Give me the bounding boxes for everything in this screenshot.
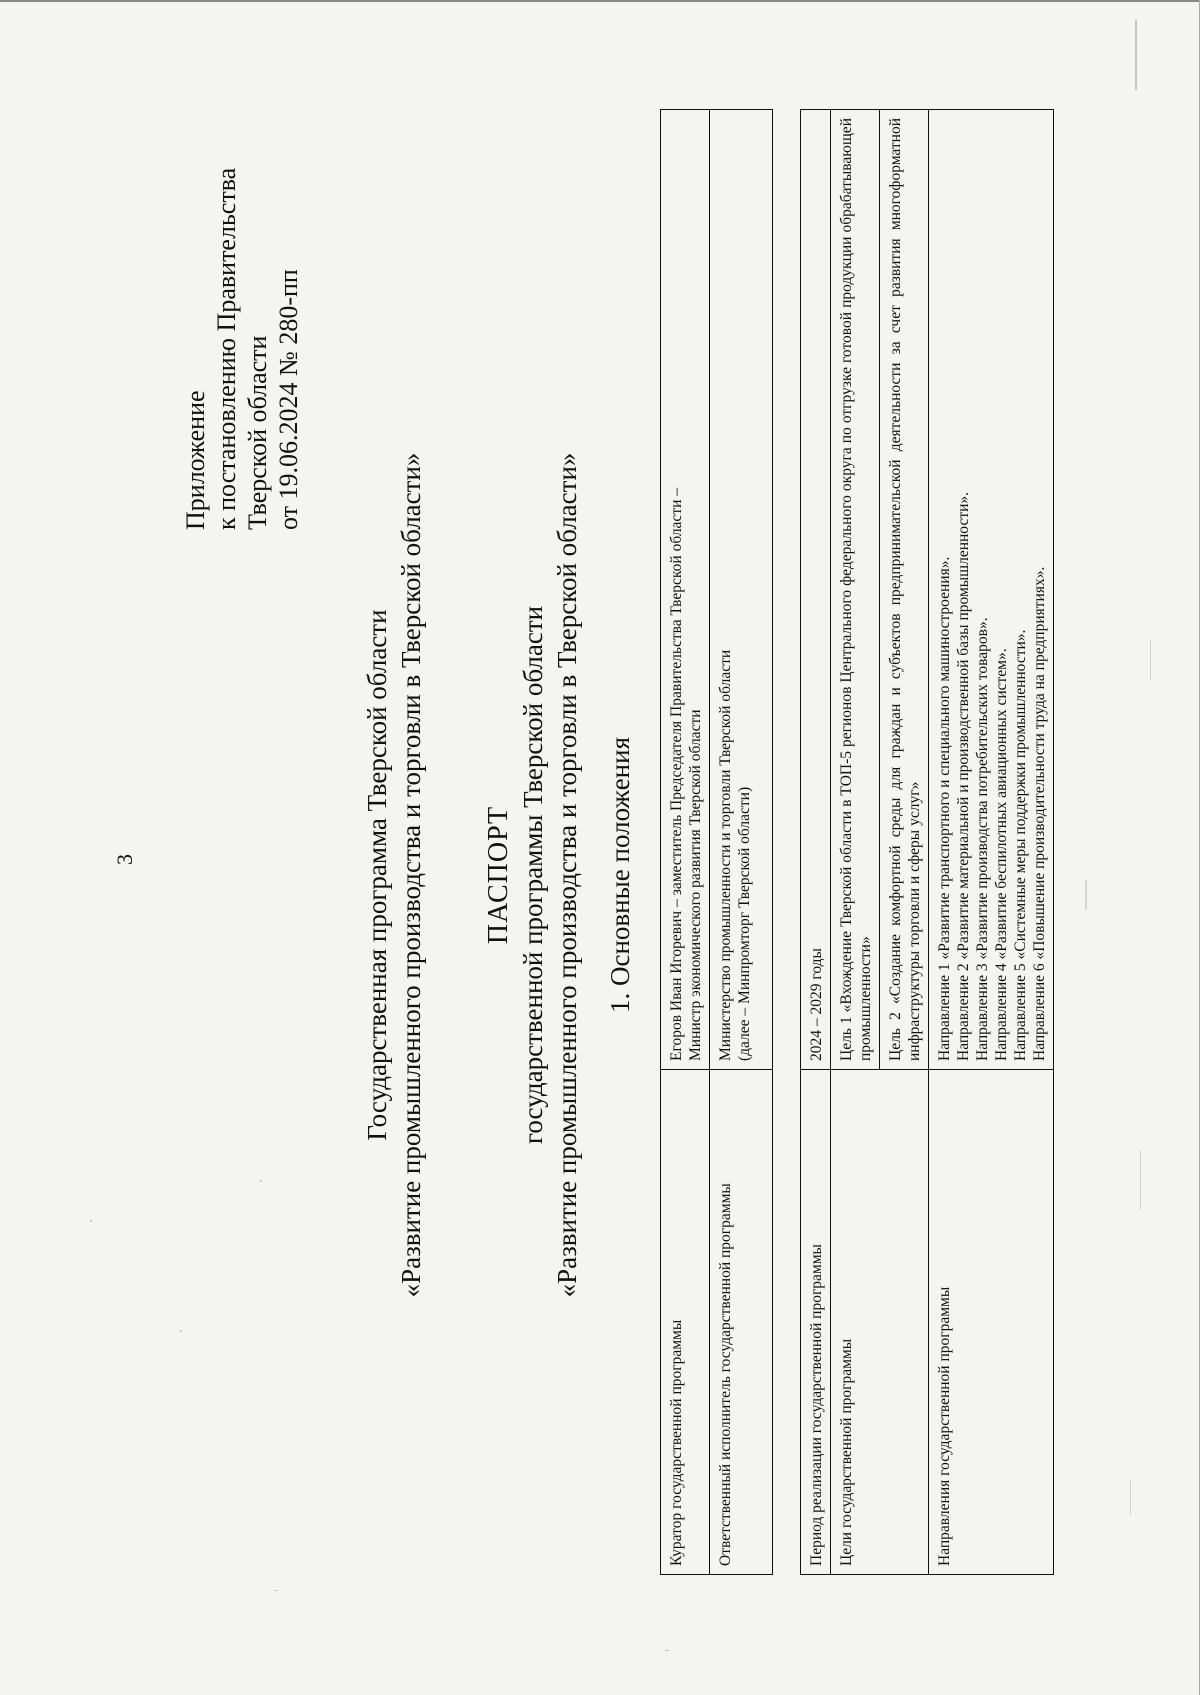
curator-value xyxy=(661,110,710,1070)
curator-label: Куратор государственной программы xyxy=(661,1070,710,1575)
passport-program-name: «Развитие промышленного производства и торговли в Тверской области» xyxy=(552,452,582,1298)
executor-value-line1: Министерство промышленности и торговли Тверской области xyxy=(717,649,734,1061)
executor-value-line2: (далее – Минпромторг Тверской области) xyxy=(736,786,753,1061)
passport-table-part2 xyxy=(800,109,1054,1575)
direction-item: Направление 6 «Повышение производительности труда на предприятиях». xyxy=(1031,566,1048,1061)
directions-list xyxy=(929,110,1054,1070)
program-title xyxy=(360,115,428,1635)
direction-item: Направление 1 «Развитие транспортного и специального машиностроения». xyxy=(936,556,953,1061)
passport-title xyxy=(482,115,584,1635)
goal-1: Цель 1 «Вхождение Тверской области в ТОП-5 регионов Центрального федерального округа по отгрузке готовой продукции обрабатывающей промышленности» xyxy=(831,110,880,1070)
direction-item: Направление 4 «Развитие беспилотных авиационных систем». xyxy=(993,648,1010,1061)
program-title-line1: Государственная программа Тверской области xyxy=(362,609,392,1141)
table-row-goal1 xyxy=(831,110,880,1575)
period-label: Период реализации государственной программы xyxy=(801,1070,831,1575)
executor-value xyxy=(710,110,773,1070)
period-value: 2024 – 2029 годы xyxy=(801,110,831,1070)
program-title-line2: «Развитие промышленного производства и торговли в Тверской области» xyxy=(396,452,426,1298)
direction-item: Направление 5 «Системные меры поддержки промышленности». xyxy=(1012,629,1029,1061)
section-heading: 1. Основные положения xyxy=(605,737,635,1013)
passport-heading: ПАСПОРТ xyxy=(483,805,514,945)
curator-value-line2: Министр экономического развития Тверской области xyxy=(687,709,704,1061)
curator-value-line1: Егоров Иван Игоревич – заместитель Председателя Правительства Тверской области – xyxy=(668,487,685,1061)
executor-label: Ответственный исполнитель государственной программы xyxy=(710,1070,773,1575)
page-number: 3 xyxy=(112,854,137,865)
goal-2: Цель 2 «Создание комфортной среды для граждан и субъектов предпринимательской деятельности за счет развития многоформатной инфраструктуры торговли и сферы услуг» xyxy=(880,110,929,1070)
table-row-period xyxy=(801,110,831,1575)
appendix-line: Тверской области xyxy=(243,335,272,530)
direction-item: Направление 2 «Развитие материальной и производственной базы промышленности». xyxy=(955,491,972,1061)
appendix-block xyxy=(180,168,304,530)
goals-label: Цели государственной программы xyxy=(831,1070,929,1575)
appendix-line: Приложение xyxy=(181,390,210,530)
table-row-executor xyxy=(710,110,773,1575)
directions-label: Направления государственной программы xyxy=(929,1070,1054,1575)
direction-item: Направление 3 «Развитие производства потребительских товаров». xyxy=(974,617,991,1061)
passport-table-part1 xyxy=(660,109,773,1575)
appendix-line: от 19.06.2024 № 280-пп xyxy=(274,269,303,530)
appendix-line: к постановлению Правительства xyxy=(212,167,241,530)
passport-subtitle: государственной программы Тверской области xyxy=(518,605,548,1145)
table-row-directions xyxy=(929,110,1054,1575)
table-row-curator xyxy=(661,110,710,1575)
